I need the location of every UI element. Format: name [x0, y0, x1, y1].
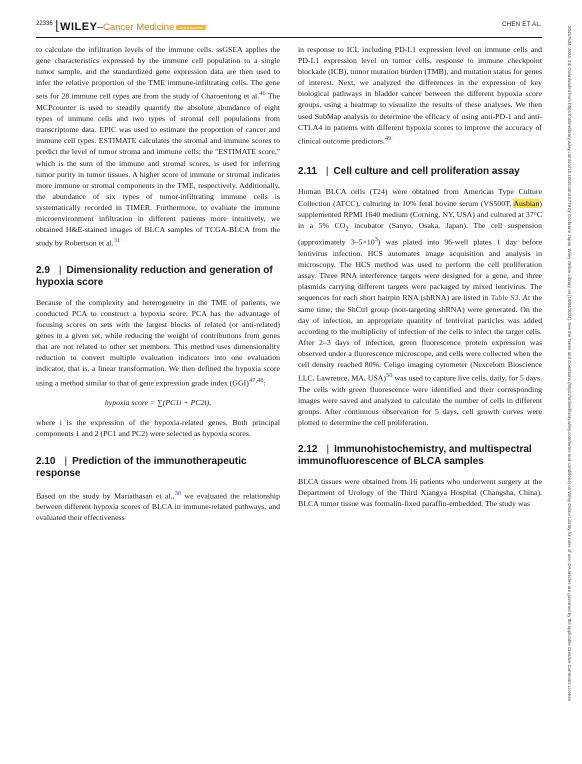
text-run: : — [263, 378, 266, 388]
citation-link[interactable]: 30 — [174, 489, 182, 497]
text-run: . At the same time, the ShCtrl group (non-targeting shRNA) were generated. On the day of infection, an appropriate quantity of lentiviral particles was added according to the multiplicity of infection of the cells to infect the target cells. After 2–3 days of infection, green fluorescence protein expression was observed under a fluorescence microscope, and cells were collected when the cell density reached 80%. Celigo imaging cytometer (Nexcelom Bioscience LLC, Lawrence, MA, USA) — [298, 293, 543, 383]
section-number: 2.12 — [298, 444, 318, 456]
section-title: Dimensionality reduction and generation of hypoxia score — [36, 264, 273, 288]
text-run: The MCPcounter is used to steadily quantify the absolute abundance of eight types of immune cells and two types of stromal cell populations from transcriptome data. EPIC was used to estimate the proportion of cancer and immune cell types. ESTIMATE calculates the stromal and immune scores to predict the level of tumor stroma and immune cells; the "ESTIMATE score," which is the sum of the immune and stromal scores, is used for inferring tumor purity in tumor tissues. A higher score of immune or stromal indicates more immune or stromal components in the TME, respectively. Additionally, the abundance of six types of tumor-infiltrating immune cells is systematically recorded in TIMER. Furthermore, to evaluate the immune microenvironment infiltration in different patients more intuitively, we obtained H&E-stained images of BLCA samples of TCGA-BLCA from the study by Robertson et al. — [36, 91, 280, 248]
section-separator: | — [325, 166, 329, 178]
journal-name: Cancer Medicine — [102, 22, 175, 33]
publisher-logo: WILEY — [60, 21, 98, 33]
section-separator: | — [58, 264, 62, 276]
header-rule — [36, 37, 542, 38]
left-column — [36, 44, 280, 523]
hypoxia-score-equation: hypoxia score = ∑(PC1i + PC2i), — [104, 398, 212, 408]
text-run: Because of the complexity and heterogeneity in the TME of patients, we conducted PCA to construct a hypoxia score. PCA has the advantage of focusing scores on sets with the largest blocks of related (or anti-related) genes in a given set, while reducing the weight of contributions from genes that are not related to other set members. This method uses dimensionality reduction to convert multiple evaluation indicators into one evaluation indicator, that is, a linear transformation. We then defined the hypoxia score using a method similar to that of gene expression grade index (GGI) — [36, 297, 280, 388]
brand-divider-icon: ⌊ — [55, 18, 61, 33]
section-heading-2-9 — [36, 265, 280, 289]
page-number: 22336 — [36, 21, 53, 27]
citation-link[interactable]: 46 — [259, 90, 266, 98]
text-run: we evaluated the relationship between different hypoxia scores of BLCA in immune-related pathways, and evaluated their effectiveness — [36, 491, 280, 523]
sidebar-text: 20457634, 2023, 24, Downloaded from https://onlinelibrary.wiley.com/doi/10.1002/cam4.6779 by Cochrane Japan, Wiley Online Library on [19/04/2024]. See the Terms and Conditions (https://onlinelibrary.wiley.com/terms-and-conditions) on Wiley Online Library for rules of use; OA articles are governed by the applicable Creative Commons License — [567, 26, 572, 701]
page-header — [36, 18, 542, 38]
section-heading-2-12 — [298, 444, 542, 468]
section-heading-2-11 — [298, 166, 542, 178]
citation-link[interactable]: 31 — [113, 237, 121, 245]
text-run: in response to ICI, including PD-L1 expression level on immune cells and PD-L1 expression level on tumor cells, response to immune checkpoint blockade (ICB), tumor mutation burden (TMB), and mutation status for genes of interest. Next, we analyzed the differences in the expression of key biological pathways in bladder cancer between the different hypoxia score groups, using a heatmap to visualize the results of these analyses. We then used SubMap analysis to determine the efficacy of using anti-PD-1 and anti-CTLA4 in patients with different hypoxia scores to improve the accuracy of clinical outcome predictors. — [298, 45, 542, 146]
section-number: 2.9 — [36, 264, 50, 276]
section-title: Immunohistochemistry, and multispectral immunofluorescence of BLCA samples — [298, 444, 532, 468]
text-run: was used to capture live cells, daily, for 5 days. The cells with green fluorescence were identified and their corresponding images were saved and analyzed to calculate the number of cells in different groups. After continuous observation for 5 days, cell growth curves were plotted to determine the cell proliferation. — [298, 373, 542, 428]
paragraph-equation-note: where i is the expression of the hypoxia-related genes. Both principal components 1 and 2 (PC1 and PC2) were selected as hypoxia scores. — [36, 418, 280, 439]
journal-brand — [55, 17, 206, 35]
section-title: Prediction of the immunotherapeutic response — [36, 455, 247, 479]
citation-link[interactable]: 47,48 — [248, 376, 264, 384]
right-column — [298, 44, 542, 509]
paragraph-immune-infiltration — [36, 44, 280, 249]
section-number: 2.10 — [36, 455, 56, 467]
brand-dash-icon: – — [97, 22, 103, 33]
section-separator: | — [64, 455, 68, 467]
section-separator: | — [326, 444, 330, 456]
section-title: Cell culture and cell proliferation assay — [333, 166, 520, 178]
section-number: 2.11 — [298, 166, 317, 178]
paragraph-ihc: BLCA tissues were obtained from 16 patients who underwent surgery at the Department of Urology of the Third Xiangya Hospital (Changsha, China). BLCA tumor tissue was formalin-fixed paraffin-embedded. The study was — [298, 477, 542, 509]
text-run: Human BLCA cells (T24) were obtained from American Type Culture Collection (ATCC), culturing in 10% fetal bovine serum (VS500T, — [298, 187, 542, 208]
paragraph-ici-response — [298, 44, 542, 146]
text-run: incubator (Sanyo, Osaka, Japan). The cell suspension (approximately 3–5×10 — [298, 220, 542, 247]
paragraph-cell-culture — [298, 186, 542, 428]
paragraph-immunotherapy — [36, 488, 280, 524]
running-author: CHEN ET AL. — [502, 22, 542, 28]
table-link[interactable]: Table S3 — [490, 293, 519, 303]
text-run: ) was plated into 96-well plates 1 day before lentivirus infection. HCS automates image acquisition and analysis in microscopy. The HCS method was used to perform the cell proliferation assay. Three RNA interference targets were designed for a gene, and three plasmids carrying different targets were packaged by mixed lentivirus. The sequences for each short hairpin RNA (shRNA) are listed in — [298, 237, 542, 303]
superscript: 3 — [374, 236, 378, 244]
text-run: to calculate the infiltration levels of the immune cells. ssGSEA applies the gene characteristics expressed by the immune cell population to a single tumor sample, and the standardized gene expression data are then used to infer the relative proportion of the TME immune-infiltrating cells. The gene sets for 28 immune cell types are from the study of Charoentong et al. — [36, 45, 280, 101]
citation-link[interactable]: 50 — [386, 372, 393, 380]
paragraph-pca — [36, 297, 280, 388]
text-run: ) supplemented RPMI 1640 medium (Corning, NY, USA) and cultured at 37°C in a 5% CO — [298, 198, 542, 230]
highlighted-term: Ausbian — [513, 198, 540, 208]
download-sidebar — [562, 26, 574, 726]
citation-link[interactable]: 49 — [384, 134, 392, 142]
subscript: 2 — [345, 225, 349, 233]
open-access-badge: Open Access — [176, 25, 206, 30]
text-run: Based on the study by Mariathasan et al., — [36, 491, 175, 501]
section-heading-2-10 — [36, 456, 280, 480]
